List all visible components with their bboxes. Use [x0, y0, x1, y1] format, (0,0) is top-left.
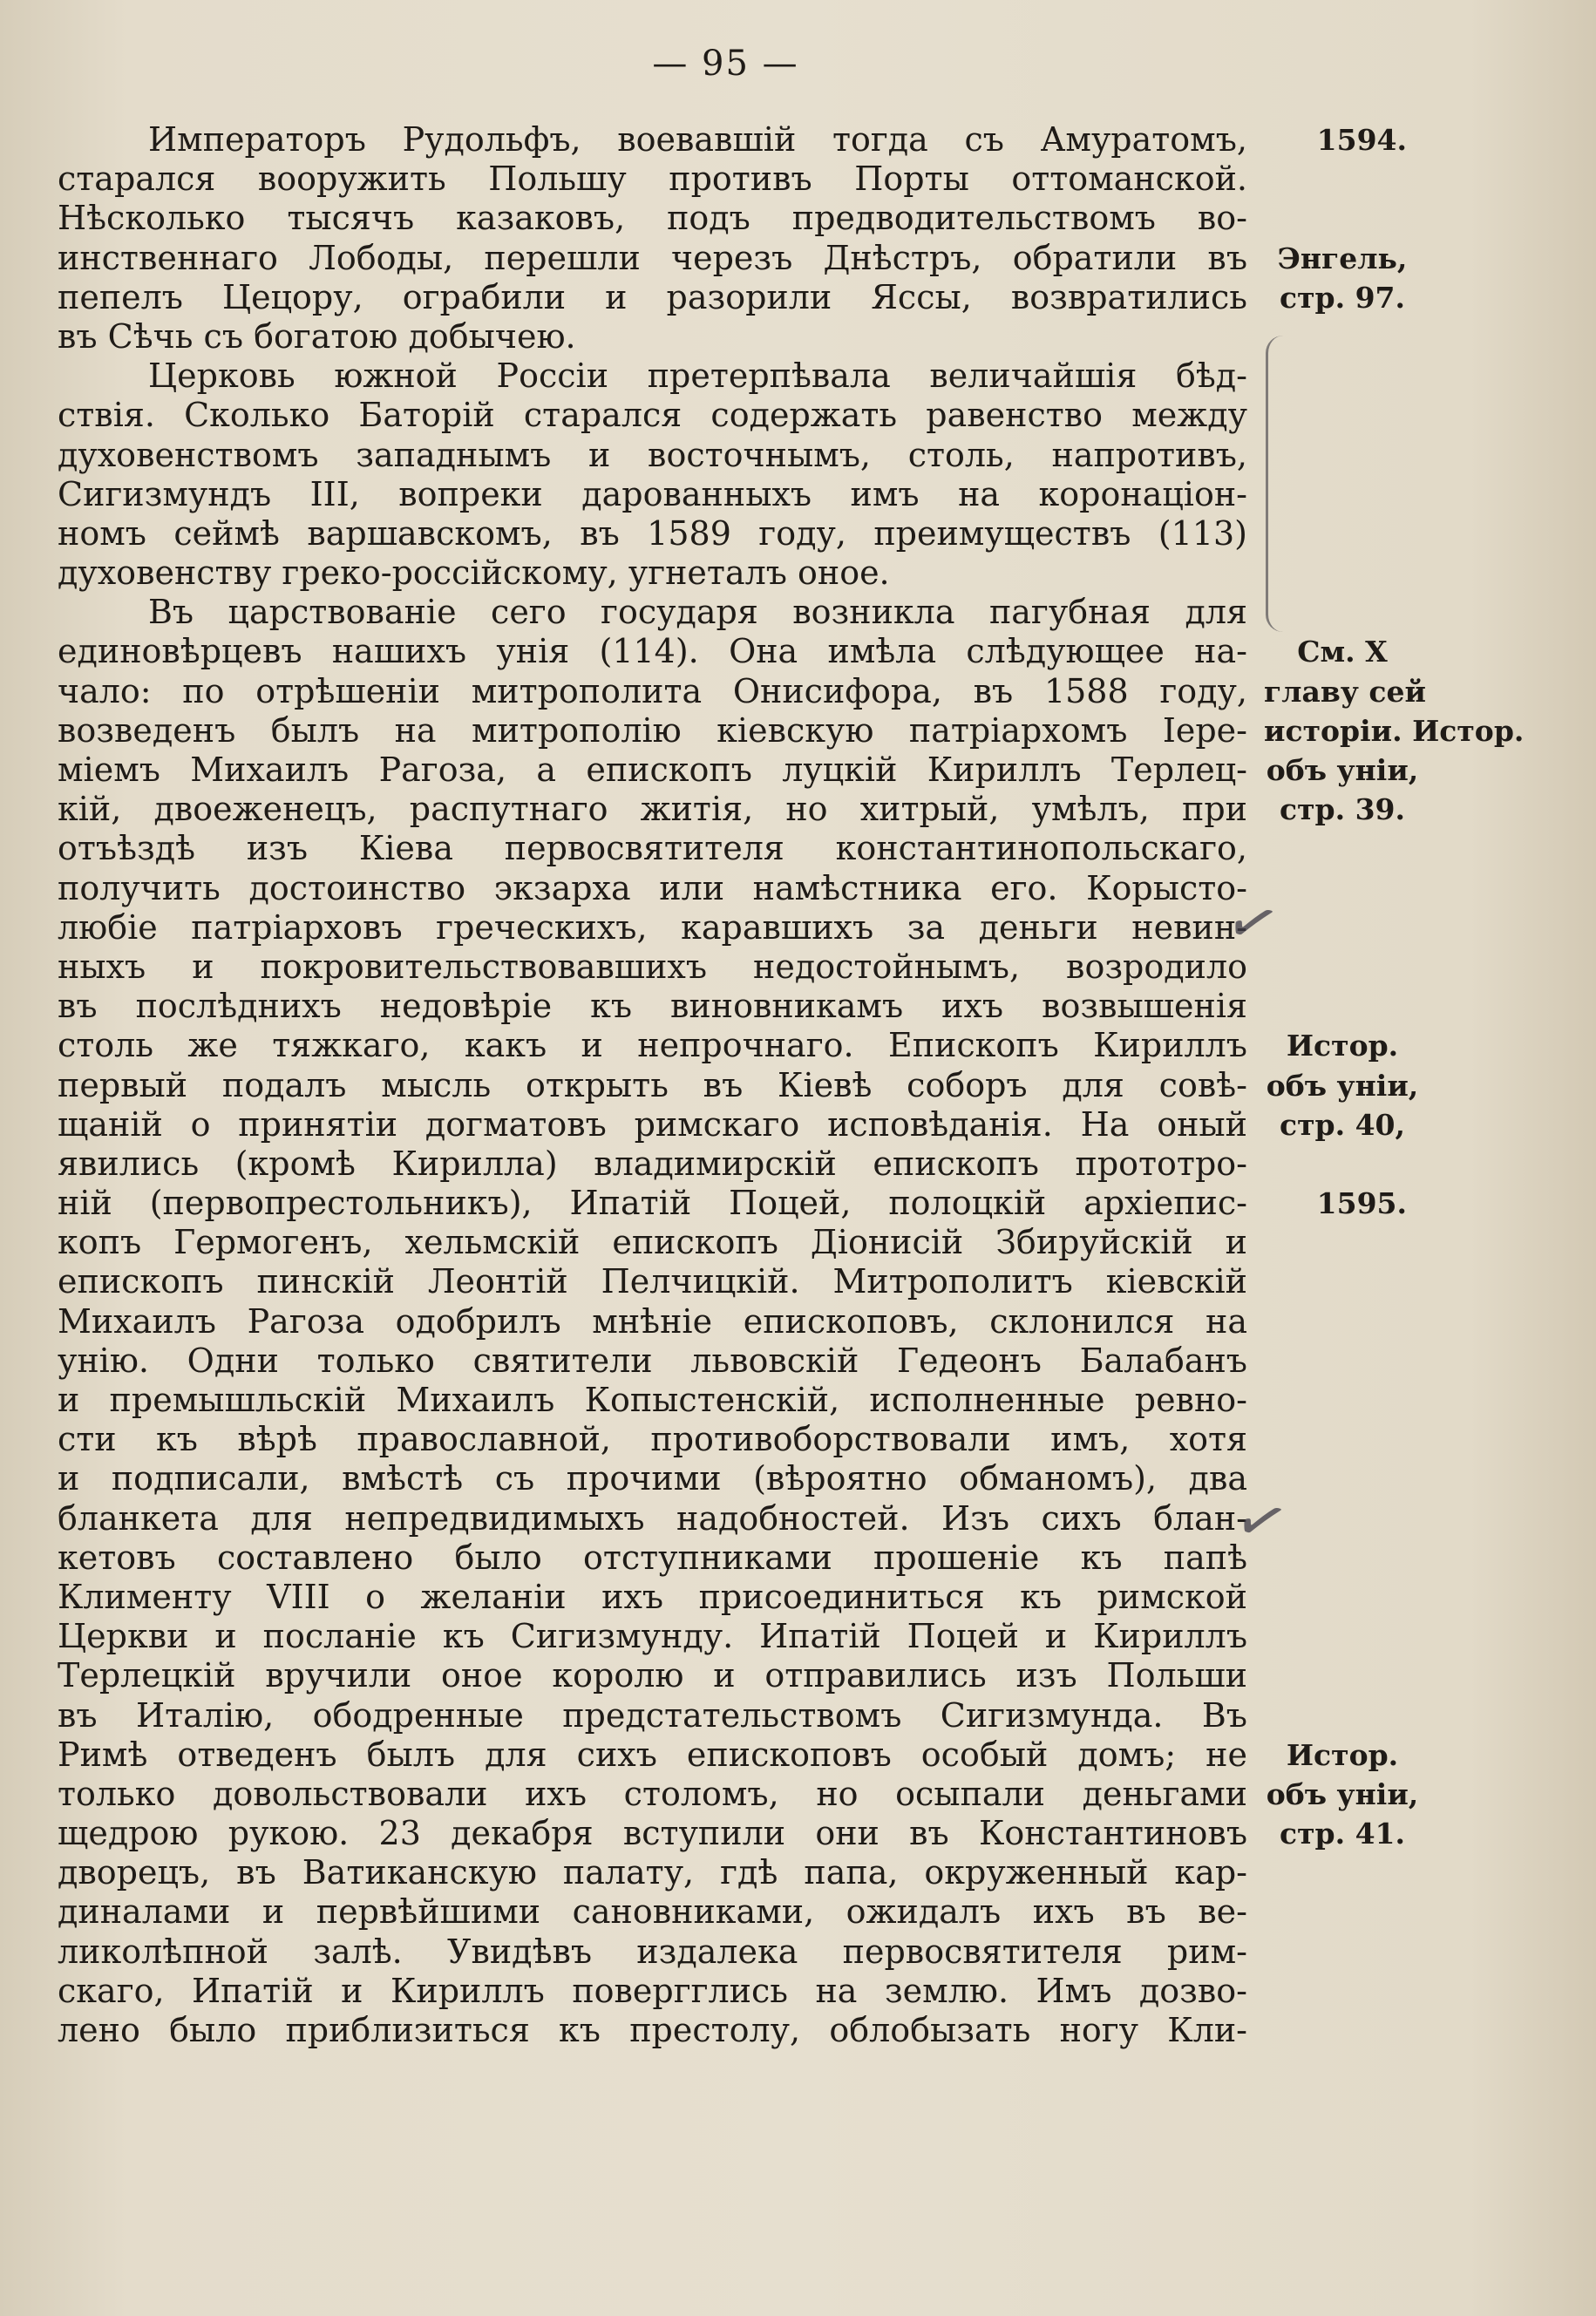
text-line: столь же тяжкаго, какъ и непрочнаго. Епископъ Кириллъ — [58, 1026, 1247, 1065]
margin-note-line: стр. 97. — [1279, 280, 1405, 315]
text-line: въ Италію, ободренные предстательствомъ Сигизмунда. Въ — [58, 1695, 1247, 1735]
margin-note-line — [1264, 829, 1421, 868]
margin-note-line — [1264, 908, 1421, 947]
margin-note-line: Истор. — [1286, 1029, 1399, 1063]
text-line: и подписали, вмѣстѣ съ прочими (вѣроятно обманомъ), два — [58, 1459, 1247, 1498]
text-line: копъ Гермогенъ, хельмскій епископъ Діонисій Збируйскій и — [58, 1223, 1247, 1262]
text-line: ствія. Сколько Баторій старался содержать равенство между — [58, 396, 1247, 435]
margin-note-line — [1264, 1381, 1421, 1420]
margin-note-line — [1264, 1538, 1421, 1578]
margin-note-line — [1264, 1144, 1421, 1184]
text-line: лено было приблизиться къ престолу, облобызать ногу Кли- — [58, 2011, 1247, 2049]
text-line: единовѣрцевъ нашихъ унія (114). Она имѣла слѣдующее на- — [58, 632, 1247, 671]
text-line: дворецъ, въ Ватиканскую палату, гдѣ папа, окруженный кар- — [58, 1853, 1247, 1892]
margin-note-line — [1264, 1341, 1421, 1381]
text-line: явились (кромѣ Кирилла) владимирскій епископъ прототро- — [58, 1144, 1247, 1183]
margin-note-line — [1264, 1696, 1421, 1735]
text-line: номъ сеймѣ варшавскомъ, въ 1589 году, преимуществъ (113) — [58, 513, 1247, 553]
margin-note-line — [1264, 869, 1421, 908]
pencil-check-mark: ✓ — [1217, 880, 1288, 966]
text-line: унію. Одни только святители львовскій Гедеонъ Балабанъ — [58, 1341, 1247, 1380]
text-line: кій, двоеженецъ, распутнаго житія, но хитрый, умѣлъ, при — [58, 790, 1247, 829]
margin-note-line: стр. 40, — [1279, 1107, 1405, 1142]
margin-note-line: 1595. — [1316, 1186, 1407, 1221]
text-line: диналами и первѣйшими сановниками, ожидалъ ихъ въ ве- — [58, 1892, 1247, 1932]
page-number: — 95 — — [652, 44, 799, 84]
text-line: духовенству греко-россійскому, угнеталъ оное. — [58, 554, 890, 593]
text-line: чало: по отрѣшеніи митрополита Онисифора, въ 1588 году, — [58, 671, 1247, 710]
margin-note-line — [1264, 160, 1421, 199]
margin-note-line — [1264, 1420, 1421, 1459]
margin-note-line: стр. 41. — [1279, 1817, 1405, 1851]
text-line: ныхъ и покровительствовавшихъ недостойнымъ, возродило — [58, 947, 1247, 986]
margin-note-line: объ уніи, — [1266, 1068, 1419, 1103]
text-line: въ послѣднихъ недовѣріе къ виновникамъ ихъ возвышенія — [58, 987, 1247, 1026]
text-line: только довольствовали ихъ столомъ, но осыпали деньгами — [58, 1774, 1247, 1813]
text-line: въ Сѣчь съ богатою добычею. — [58, 316, 576, 356]
text-line: ликолѣпной залѣ. Увидѣвъ издалека первосвятителя рим- — [58, 1932, 1247, 1971]
text-line: духовенствомъ западнымъ и восточнымъ, столь, напротивъ, — [58, 435, 1247, 474]
text-line: сти къ вѣрѣ православной, противоборствовали имъ, хотя — [58, 1420, 1247, 1459]
margin-note-line — [1264, 317, 1421, 357]
margin-note-line: 1594. — [1316, 123, 1407, 157]
text-line: Въ царствованіе сего государя возникла пагубная для — [148, 593, 1247, 632]
text-line: епископъ пинскій Леонтій Пелчицкій. Митрополитъ кіевскій — [58, 1262, 1247, 1301]
text-line: ній (первопрестольникъ), Ипатій Поцей, полоцкій архіепис- — [58, 1184, 1247, 1223]
main-text-column — [58, 120, 1247, 2050]
margin-note-line — [1264, 554, 1421, 593]
margin-note-line — [1264, 1656, 1421, 1695]
text-line: Михаилъ Рагоза одобрилъ мнѣніе епископовъ, склонился на — [58, 1301, 1247, 1341]
text-line: Римѣ отведенъ былъ для сихъ епископовъ особый домъ; не — [58, 1735, 1247, 1774]
margin-note-line — [1264, 987, 1421, 1026]
text-line: старался вооружить Польшу противъ Порты оттоманской. — [58, 160, 1247, 199]
text-line: отъѣздѣ изъ Кіева первосвятителя константинопольскаго, — [58, 829, 1247, 868]
margin-note-line: Энгель, — [1277, 241, 1408, 275]
margin-note-line: стр. 39. — [1279, 792, 1405, 827]
margin-note-line — [1264, 1223, 1421, 1262]
margin-note-line — [1264, 436, 1421, 475]
margin-note-line: главу сей — [1264, 674, 1426, 709]
margin-note-line — [1264, 1617, 1421, 1656]
text-line: первый подалъ мысль открыть въ Кіевѣ соборъ для совѣ- — [58, 1065, 1247, 1104]
pencil-bracket-mark — [1266, 336, 1287, 632]
margin-note-line — [1264, 593, 1421, 632]
text-line: пепелъ Цецору, ограбили и разорили Яссы, возвратились — [58, 277, 1247, 316]
text-line: Сигизмундъ III, вопреки дарованныхъ имъ на коронаціон- — [58, 474, 1247, 513]
margin-note-line: исторіи. Истор. — [1264, 713, 1525, 748]
pencil-check-mark: ✓ — [1226, 1478, 1297, 1564]
margin-note-line — [1264, 947, 1421, 987]
margin-note-line — [1264, 1302, 1421, 1341]
text-line: щедрою рукою. 23 декабря вступили они въ Константиновъ — [58, 1814, 1247, 1853]
margin-note-line: Истор. — [1286, 1737, 1399, 1772]
margin-note-line — [1264, 199, 1421, 238]
text-line: Церковь южной Россіи претерпѣвала величайшія бѣд- — [148, 357, 1247, 396]
text-line: щаній о принятіи догматовъ римскаго исповѣданія. На оный — [58, 1104, 1247, 1144]
text-line: кетовъ составлено было отступниками прошеніе къ папѣ — [58, 1538, 1247, 1577]
text-line: міемъ Михаилъ Рагоза, а епископъ луцкій Кириллъ Терлец- — [58, 750, 1247, 789]
margin-notes-column — [1264, 120, 1525, 1853]
margin-note-line: См. X — [1297, 635, 1388, 669]
margin-note-line: объ уніи, — [1266, 753, 1419, 787]
text-line: Императоръ Рудольфъ, воевавшій тогда съ Амуратомъ, — [148, 120, 1247, 159]
text-line: Терлецкій вручили оное королю и отправились изъ Польши — [58, 1656, 1247, 1695]
text-line: бланкета для непредвидимыхъ надобностей. Изъ сихъ блан- — [58, 1498, 1247, 1538]
margin-note-line — [1264, 514, 1421, 554]
text-line: инственнаго Лободы, перешли черезъ Днѣстръ, обратили въ — [58, 238, 1247, 277]
margin-note-line — [1264, 1578, 1421, 1617]
text-line: Клименту VIII о желаніи ихъ присоединиться къ римской — [58, 1577, 1247, 1616]
margin-note-line — [1264, 396, 1421, 435]
margin-note-line — [1264, 1262, 1421, 1301]
margin-note-line: объ уніи, — [1266, 1776, 1419, 1811]
text-line: любіе патріарховъ греческихъ, каравшихъ за деньги невин- — [58, 907, 1247, 947]
text-line: Нѣсколько тысячъ казаковъ, подъ предводительствомъ во- — [58, 199, 1247, 238]
text-line: скаго, Ипатій и Кириллъ повергглись на землю. Имъ дозво- — [58, 1971, 1247, 2010]
text-line: получить достоинство экзарха или намѣстника его. Корысто- — [58, 868, 1247, 907]
margin-note-line — [1264, 357, 1421, 396]
margin-note-line — [1264, 475, 1421, 514]
text-line: и премышльскій Михаилъ Копыстенскій, исполненные ревно- — [58, 1381, 1247, 1419]
text-line: Церкви и посланіе къ Сигизмунду. Ипатій Поцей и Кириллъ — [58, 1617, 1247, 1656]
text-line: возведенъ былъ на митрополію кіевскую патріархомъ Іере- — [58, 710, 1247, 750]
